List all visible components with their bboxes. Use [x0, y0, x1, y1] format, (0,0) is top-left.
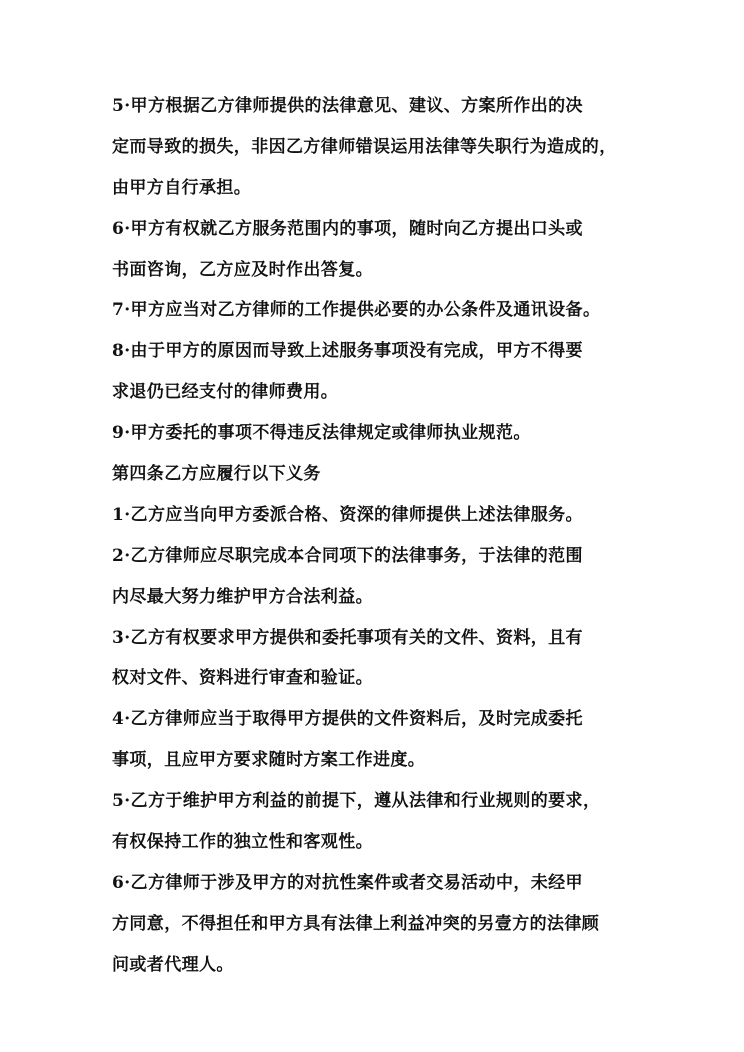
text-line: 事项，且应甲方要求随时方案工作进度。 — [112, 750, 426, 771]
text-line: 有权保持工作的独立性和客观性。 — [112, 832, 373, 853]
text-line: 5·乙方于维护甲方利益的前提下，遵从法律和行业规则的要求， — [112, 791, 601, 812]
text-line: 7·甲方应当对乙方律师的工作提供必要的办公条件及通讯设备。 — [112, 300, 601, 321]
document-body — [112, 92, 652, 992]
text-line: 1·乙方应当向甲方委派合格、资深的律师提供上述法律服务。 — [112, 504, 583, 525]
text-line: 由甲方自行承担。 — [112, 177, 252, 198]
text-line: 定而导致的损失，非因乙方律师错误运用法律等失职行为造成的， — [112, 136, 617, 157]
text-line: 5·甲方根据乙方律师提供的法律意见、建议、方案所作出的决 — [112, 96, 583, 116]
text-line: 6·乙方律师于涉及甲方的对抗性案件或者交易活动中，未经甲 — [112, 872, 583, 893]
text-line: 4·乙方律师应当于取得甲方提供的文件资料后，及时完成委托 — [112, 709, 583, 730]
text-line: 6·甲方有权就乙方服务范围内的事项，随时向乙方提出口头或 — [112, 218, 583, 239]
text-line: 8·由于甲方的原因而导致上述服务事项没有完成，甲方不得要 — [112, 341, 583, 362]
section-heading: 第四条乙方应履行以下义务 — [112, 464, 321, 485]
text-line: 9·甲方委托的事项不得违反法律规定或律师执业规范。 — [112, 423, 531, 444]
text-line: 2·乙方律师应尽职完成本合同项下的法律事务，于法律的范围 — [112, 545, 583, 566]
text-line: 权对文件、资料进行审查和验证。 — [112, 668, 373, 689]
text-line: 3·乙方有权要求甲方提供和委托事项有关的文件、资料，且有 — [112, 627, 583, 648]
text-line: 方同意，不得担任和甲方具有法律上利益冲突的另壹方的法律顾 — [112, 913, 600, 934]
text-line: 内尽最大努力维护甲方合法利益。 — [112, 586, 373, 607]
text-line: 求退仍已经支付的律师费用。 — [112, 382, 339, 403]
text-line: 书面咨询，乙方应及时作出答复。 — [112, 259, 373, 280]
text-line: 问或者代理人。 — [112, 954, 234, 975]
